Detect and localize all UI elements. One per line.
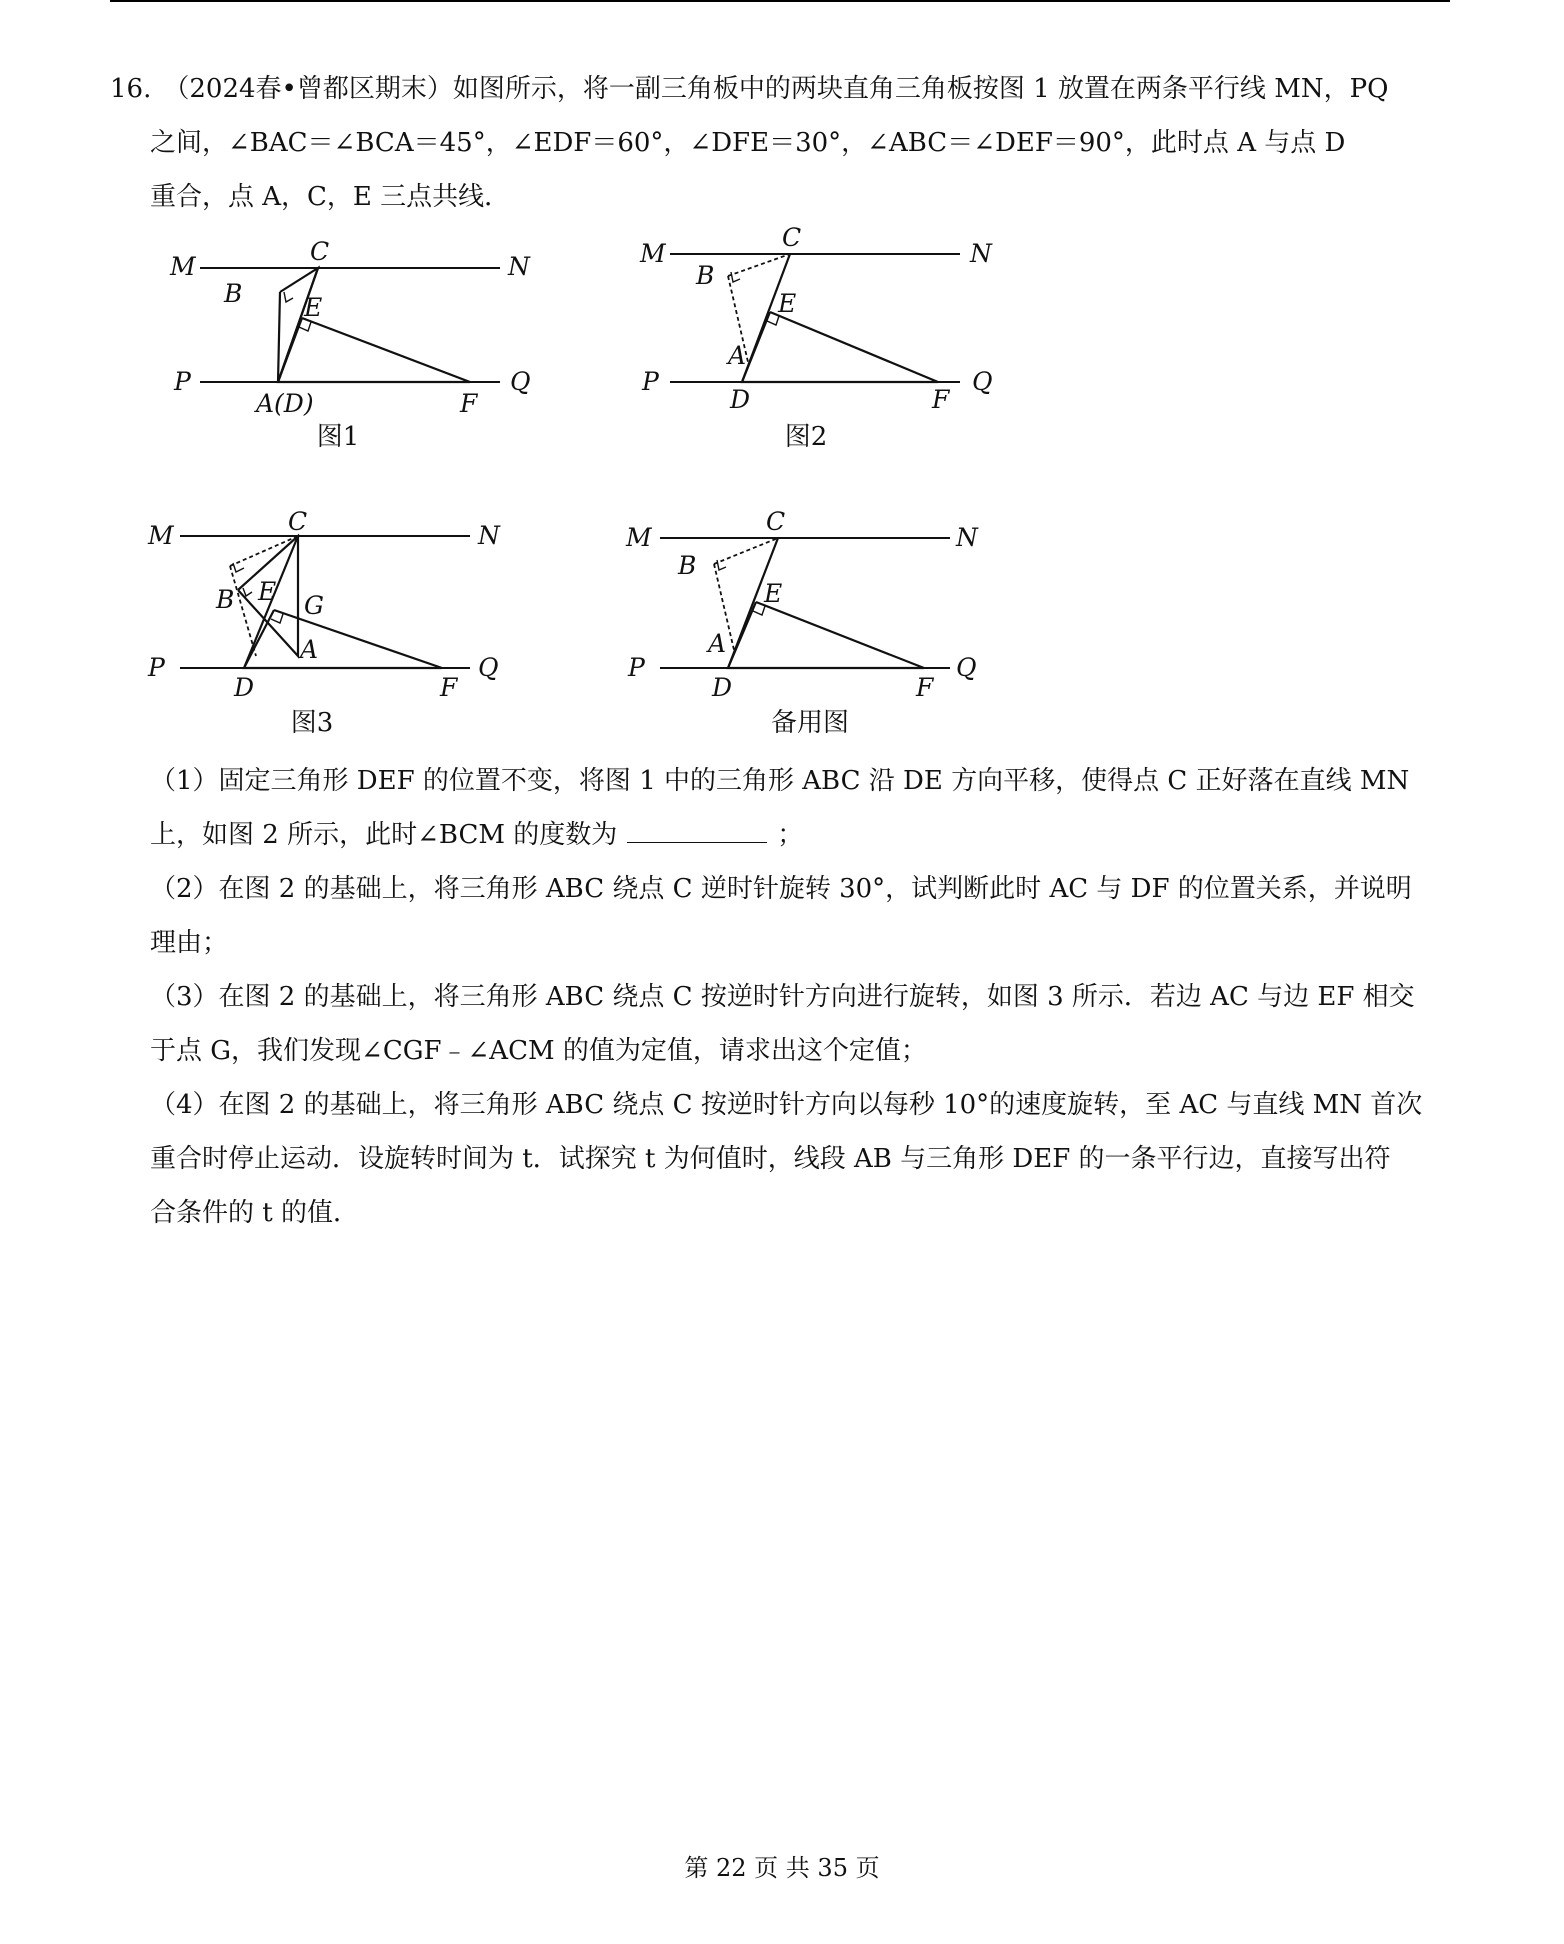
- label-d: D: [730, 385, 751, 414]
- label-b: B: [224, 279, 243, 308]
- label-d: D: [712, 673, 733, 702]
- triangle-def: [278, 318, 470, 382]
- label-n: N: [508, 252, 530, 281]
- label-f: F: [440, 673, 458, 702]
- triangle-def: [244, 610, 442, 668]
- label-m: M: [170, 252, 196, 281]
- label-c: C: [310, 237, 330, 266]
- figure-1-diagram: [160, 230, 540, 418]
- figure-1-caption: 图1: [316, 422, 360, 452]
- q1-end: ；: [777, 820, 804, 850]
- label-n: N: [956, 523, 978, 552]
- figure-2-diagram: [630, 224, 1010, 414]
- label-q: Q: [956, 653, 977, 682]
- label-c: C: [766, 507, 786, 536]
- label-a: A: [728, 341, 747, 370]
- label-n: N: [478, 521, 500, 550]
- page-footer: 第 22 页 共 35 页: [684, 1854, 880, 1882]
- label-q: Q: [478, 653, 499, 682]
- label-b: B: [678, 551, 697, 580]
- label-m: M: [148, 521, 174, 550]
- right-angle-e: [271, 614, 283, 623]
- q1-line-2: [150, 808, 1450, 862]
- label-b: B: [696, 261, 715, 290]
- label-q: Q: [972, 367, 993, 396]
- label-n: N: [970, 239, 992, 268]
- label-f: F: [916, 673, 934, 702]
- label-a: A: [300, 635, 319, 664]
- label-c: C: [782, 223, 802, 252]
- figure-3-caption: 图3: [290, 708, 334, 738]
- label-b: B: [216, 585, 235, 614]
- label-q: Q: [510, 367, 531, 396]
- label-ad: A(D): [256, 389, 314, 418]
- label-p: P: [174, 367, 191, 396]
- right-angle-b2: [243, 588, 252, 596]
- segment-bc-dashed: [728, 254, 790, 276]
- figure-3: [140, 508, 520, 708]
- label-e: E: [764, 579, 783, 608]
- figure-1: [160, 230, 540, 418]
- problem-number: 16.: [110, 74, 152, 104]
- triangle-def: [728, 602, 924, 668]
- q4-line-2: 重合时停止运动．设旋转时间为 t．试探究 t 为何值时，线段 AB 与三角形 DEF 的一条平行边，直接写出符: [150, 1144, 1391, 1174]
- label-c: C: [288, 507, 308, 536]
- figure-2: [630, 224, 1010, 414]
- figure-backup-caption: 备用图: [770, 708, 849, 738]
- q4-line-3: 合条件的 t 的值．: [150, 1198, 359, 1228]
- q1-text: 上，如图 2 所示，此时∠BCM 的度数为: [150, 820, 618, 850]
- label-d: D: [234, 673, 255, 702]
- right-angle-b: [284, 292, 293, 302]
- label-m: M: [640, 239, 666, 268]
- figure-2-caption: 图2: [784, 422, 828, 452]
- q2-line-1: （2）在图 2 的基础上，将三角形 ABC 绕点 C 逆时针旋转 30°，试判断此时 AC 与 DF 的位置关系，并说明: [150, 874, 1412, 904]
- problem-stem: [110, 62, 1450, 224]
- label-a: A: [708, 629, 727, 658]
- stem-line-3: 重合，点 A，C，E 三点共线．: [150, 182, 511, 212]
- label-e: E: [258, 577, 277, 606]
- label-f: F: [460, 389, 478, 418]
- label-e: E: [778, 289, 797, 318]
- top-rule: [110, 0, 1450, 2]
- label-e: E: [304, 293, 323, 322]
- label-p: P: [628, 653, 645, 682]
- stem-line-2: 之间，∠BAC＝∠BCA＝45°，∠EDF＝60°，∠DFE＝30°，∠ABC＝∠DEF＝90°，此时点 A 与点 D: [150, 128, 1346, 158]
- figure-backup-diagram: [620, 506, 1000, 706]
- label-g: G: [304, 591, 324, 620]
- label-m: M: [626, 523, 652, 552]
- q3-line-2: 于点 G，我们发现∠CGF﹣∠ACM 的值为定值，请求出这个定值；: [150, 1036, 927, 1066]
- figure-backup: [620, 506, 1000, 706]
- right-angle-b1: [233, 563, 244, 572]
- answer-blank[interactable]: [627, 820, 767, 843]
- stem-text-1: （2024春•曾都区期末）如图所示，将一副三角板中的两块直角三角板按图 1 放置在两条平行线 MN，PQ: [163, 74, 1389, 104]
- label-f: F: [932, 385, 950, 414]
- q1-line-1: （1）固定三角形 DEF 的位置不变，将图 1 中的三角形 ABC 沿 DE 方向平移，使得点 C 正好落在直线 MN: [150, 766, 1410, 796]
- q4-line-1: （4）在图 2 的基础上，将三角形 ABC 绕点 C 按逆时针方向以每秒 10°的速度旋转，至 AC 与直线 MN 首次: [150, 1090, 1423, 1120]
- stem-line-1: [110, 62, 1450, 116]
- q2-line-2: 理由；: [150, 928, 229, 958]
- figure-3-diagram: [140, 508, 520, 708]
- questions: [150, 754, 1450, 1240]
- label-p: P: [642, 367, 659, 396]
- q3-line-1: （3）在图 2 的基础上，将三角形 ABC 绕点 C 按逆时针方向进行旋转，如图 3 所示．若边 AC 与边 EF 相交: [150, 982, 1415, 1012]
- label-p: P: [148, 653, 165, 682]
